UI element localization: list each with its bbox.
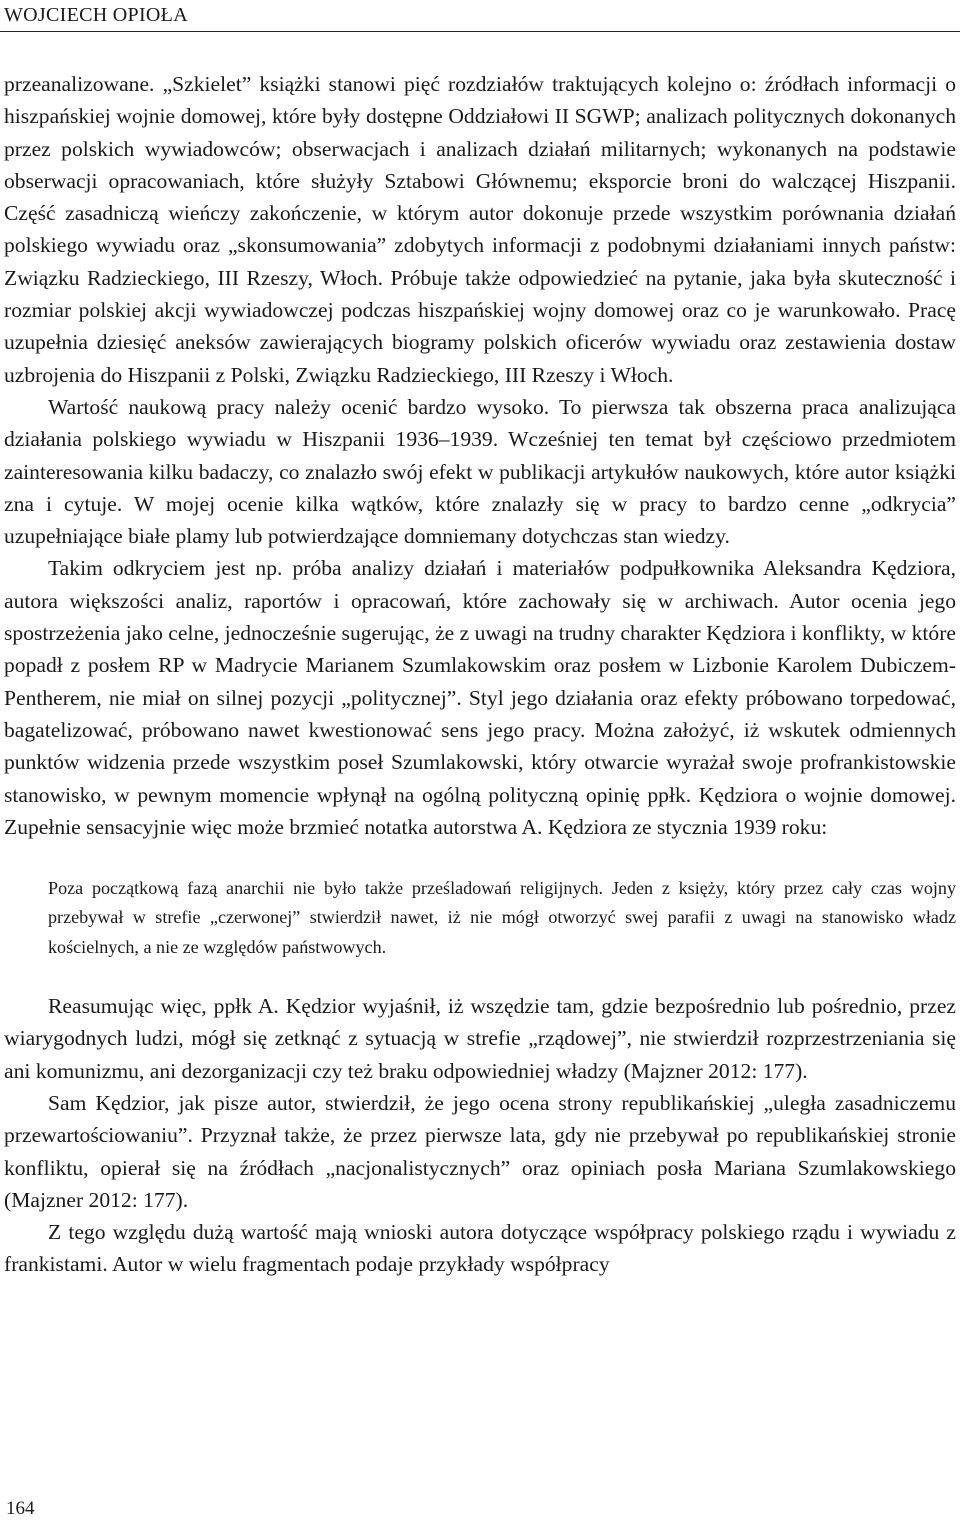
paragraph: Wartość naukową pracy należy ocenić bardzo wysoko. To pierwsza tak obszerna praca analizująca działania polskiego wywiadu w Hiszpanii 1936–1939. Wcześniej ten temat był częściowo przedmiotem zainteresowania kilku badaczy, co znalazło swój efekt w publikacji artykułów naukowych, które autor książki zna i cytuje. W mojej ocenie kilka wątków, które znalazły się w pracy to bardzo cenne „odkrycia” uzupełniające białe plamy lub potwierdzające domniemany dotychczas stan wiedzy. [4,394,956,549]
running-head: WOJCIECH OPIOŁA [4,4,188,26]
paragraph: Sam Kędzior, jak pisze autor, stwierdził, że jego ocena strony republikańskiej „uległa zasadniczemu przewartościowaniu”. Przyznał także, że przez pierwsze lata, gdy nie przebywał po republikańskiej stronie konfliktu, opierał się na źródłach „nacjonalistycznych” oraz opiniach posła Mariana Szumlakowskiego (Majzner 2012: 177). [4,1090,956,1212]
paragraph: Reasumując więc, ppłk A. Kędzior wyjaśnił, iż wszędzie tam, gdzie bezpośrednio lub pośrednio, przez wiarygodnych ludzi, mógł się zetknąć z sytuacją w strefie „rządowej”, nie stwierdził rozprzestrzeniania się ani komunizmu, ani dezorganizacji czy też braku odpowiedniej władzy (Majzner 2012: 177). [4,994,956,1083]
block-quote: Poza początkową fazą anarchii nie było także prześladowań religijnych. Jeden z księży, który przez cały czas wojny przebywał w strefie „czerwonej” stwierdził nawet, iż nie mógł otworzyć swej parafii z uwagi na stanowisko władz kościelnych, a nie ze względów państwowych. [48,878,956,957]
paragraph: Z tego względu dużą wartość mają wnioski autora dotyczące współpracy polskiego rządu i wywiadu z frankistami. Autor w wielu fragmentach podaje przykłady współpracy [4,1220,956,1277]
paragraph: przeanalizowane. „Szkielet” książki stanowi pięć rozdziałów traktujących kolejno o: źródłach informacji o hiszpańskiej wojnie domowej, które były dostępne Oddziałowi II SGWP; analizach politycznych dokonanych przez polskich wywiadowców; obserwacjach i analizach działań militarnych; wykonanych na podstawie obserwacji opracowaniach, które służyły Sztabowi Głównemu; eksporcie broni do walczącej Hiszpanii. Część zasadniczą wieńczy zakończenie, w którym autor dokonuje przede wszystkim porównania działań polskiego wywiadu oraz „skonsumowania” zdobytych informacji z podobnymi działaniami innych państw: Związku Radzieckiego, III Rzeszy, Włoch. Próbuje także odpowiedzieć na pytanie, jaka była skuteczność i rozmiar polskiej akcji wywiadowczej podczas hiszpańskiej wojny domowej oraz co je warunkowało. Pracę uzupełnia dziesięć aneksów zawierających biogramy polskich oficerów wywiadu oraz zestawienia dostaw uzbrojenia do Hiszpanii z Polski, Związku Radzieckiego, III Rzeszy i Włoch. [4,72,956,387]
header-rule [0,31,960,32]
paragraph: Takim odkryciem jest np. próba analizy działań i materiałów podpułkownika Aleksandra Kędziora, autora większości analiz, raportów i opracowań, które zachowały się w archiwach. Autor ocenia jego spostrzeżenia jako celne, jednocześnie sugerując, że z uwagi na trudny charakter Kędziora i konflikty, w które popadł z posłem RP w Madrycie Marianem Szumlakowskim oraz posłem w Lizbonie Karolem Dubiczem-Pentherem, nie miał on silnej pozycji „politycznej”. Styl jego działania oraz efekty próbowano torpedować, bagatelizować, próbowano nawet kwestionować sens jego pracy. Można założyć, iż wskutek odmiennych punktów widzenia przede wszystkim poseł Szumlakowski, który otwarcie wyrażał swoje profrankistowskie stanowisko, w pewnym momencie wpłynął na ogólną polityczną opinię ppłk. Kędziora o wojnie domowej. Zupełnie sensacyjnie więc może brzmieć notatka autorstwa A. Kędziora ze stycznia 1939 roku: [4,556,956,839]
body-text [4,68,956,1281]
page-number: 164 [6,1498,35,1519]
